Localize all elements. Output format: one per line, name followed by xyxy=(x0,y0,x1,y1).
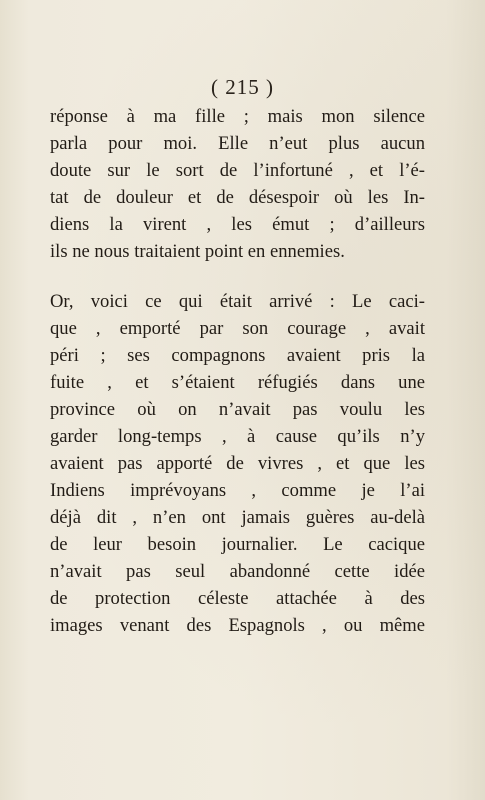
text-line: que , emporté par son courage , avait xyxy=(50,318,425,339)
text-line: doute sur le sort de l’infortuné , et l’é- xyxy=(50,160,425,181)
text-line: déjà dit , n’en ont jamais guères au-delà xyxy=(50,507,425,528)
text-line: Indiens imprévoyans , comme je l’ai xyxy=(50,480,425,501)
text-line: images venant des Espagnols , ou même xyxy=(50,615,425,636)
text-line: parla pour moi. Elle n’eut plus aucun xyxy=(50,133,425,154)
text-line: réponse à ma fille ; mais mon silence xyxy=(50,106,425,127)
paragraph-2 xyxy=(50,288,425,639)
text-line: péri ; ses compagnons avaient pris la xyxy=(50,345,425,366)
text-line: province où on n’avait pas voulu les xyxy=(50,399,425,420)
text-line: diens la virent , les émut ; d’ailleurs xyxy=(50,214,425,235)
text-line: garder long-temps , à cause qu’ils n’y xyxy=(50,426,425,447)
text-line: fuite , et s’étaient réfugiés dans une xyxy=(50,372,425,393)
page-number: ( 215 ) xyxy=(211,75,274,99)
text-line: ils ne nous traitaient point en ennemies. xyxy=(50,241,345,262)
text-line: n’avait pas seul abandonné cette idée xyxy=(50,561,425,582)
text-line: tat de douleur et de désespoir où les In- xyxy=(50,187,425,208)
text-line: avaient pas apporté de vivres , et que les xyxy=(50,453,425,474)
text-line: de protection céleste attachée à des xyxy=(50,588,425,609)
paragraph-1 xyxy=(50,103,425,265)
text-line: Or, voici ce qui était arrivé : Le caci- xyxy=(50,291,425,312)
text-line: de leur besoin journalier. Le cacique xyxy=(50,534,425,555)
